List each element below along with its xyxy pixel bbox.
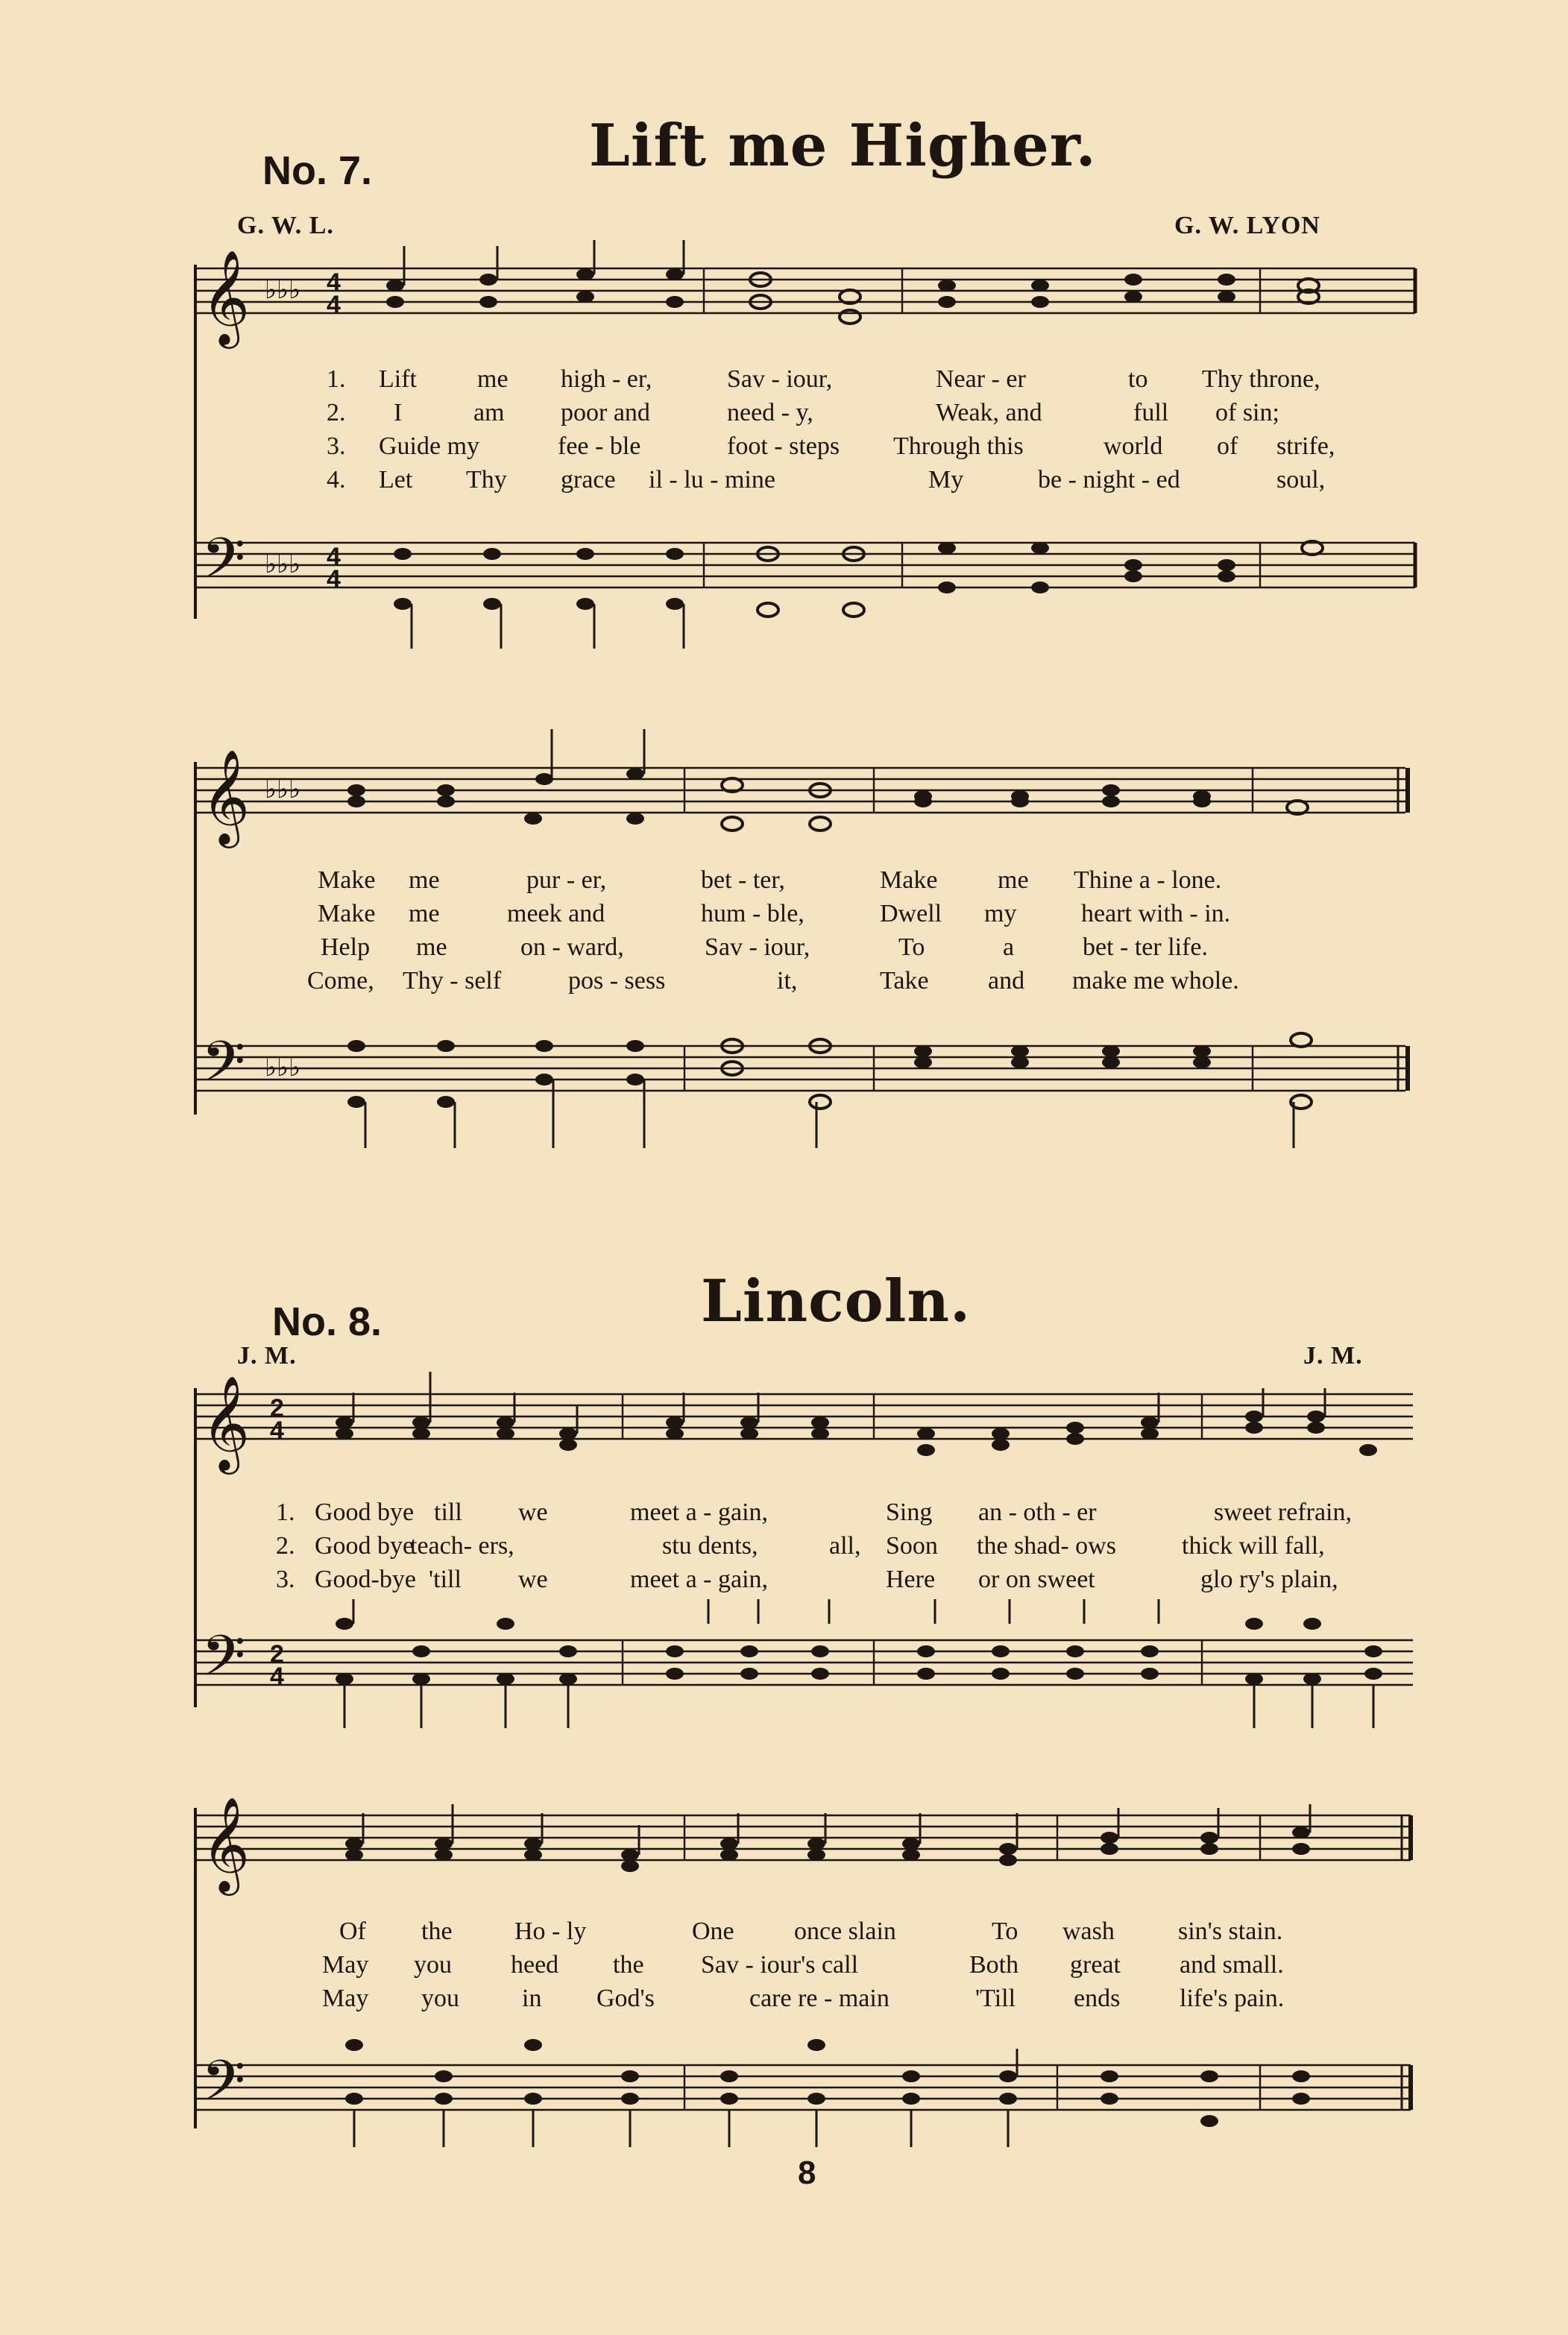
lyric: pur - er,: [526, 866, 607, 894]
lyric: Near - er: [936, 365, 1026, 393]
svg-text:𝄞: 𝄞: [201, 249, 251, 344]
lyric: be - night - ed: [1038, 466, 1180, 494]
lyric: Help: [321, 933, 371, 961]
lyric: Come,: [307, 967, 374, 995]
lyric: Make: [318, 900, 376, 927]
lyric: My: [928, 466, 964, 494]
svg-text:𝄢: 𝄢: [201, 1623, 246, 1703]
svg-text:4: 4: [327, 291, 341, 319]
lyric: we: [518, 1499, 548, 1526]
lyric: Soon: [886, 1532, 938, 1560]
lyric: make me whole.: [1072, 967, 1239, 995]
lyric: thick will fall,: [1182, 1532, 1325, 1560]
lyric: and small.: [1180, 1951, 1284, 1979]
lyric: you: [414, 1951, 452, 1979]
lyric: me: [409, 866, 440, 894]
lyric: grace: [561, 466, 616, 494]
svg-text:4: 4: [270, 1417, 284, 1445]
svg-text:♭♭♭: ♭♭♭: [265, 775, 301, 804]
lyric: Thy: [466, 466, 507, 494]
lyric: Through this: [893, 432, 1024, 460]
lyric: Ho - ly: [514, 1918, 587, 1945]
lyric: Sav - iour,: [705, 933, 810, 961]
lyric: glo ry's plain,: [1200, 1566, 1338, 1593]
lyric: God's: [596, 1985, 655, 2012]
lyric: we: [518, 1566, 548, 1593]
lyric: once slain: [794, 1918, 896, 1945]
lyric: ends: [1074, 1985, 1121, 2012]
lyric: Make: [318, 866, 376, 894]
svg-text:4: 4: [327, 268, 341, 297]
lyric: my: [984, 900, 1017, 927]
lyric: care re - main: [749, 1985, 890, 2012]
lyric: a: [1003, 933, 1015, 961]
lyric: Take: [880, 967, 929, 995]
lyric: meet a - gain,: [630, 1566, 769, 1593]
lyric: teach- ers,: [410, 1532, 514, 1560]
lyric: meet a - gain,: [630, 1499, 769, 1526]
svg-text:4: 4: [270, 1663, 284, 1691]
lyric: high - er,: [561, 365, 652, 393]
lyric: the shad- ows: [977, 1532, 1116, 1560]
lyric: Sing: [886, 1499, 933, 1526]
svg-text:𝄞: 𝄞: [201, 1375, 251, 1470]
svg-text:2: 2: [270, 1394, 284, 1422]
svg-text:♭♭♭: ♭♭♭: [265, 549, 301, 579]
svg-text:𝄞: 𝄞: [201, 749, 251, 844]
svg-text:2: 2: [270, 1640, 284, 1668]
lyric: till: [434, 1499, 462, 1526]
lyric: il - lu - mine: [649, 466, 775, 494]
lyric: on - ward,: [520, 933, 624, 961]
lyric: bet - ter life.: [1083, 933, 1209, 961]
verse-number: 4.: [327, 466, 346, 494]
hymn-7-title: Lift me Higher.: [589, 112, 1097, 180]
svg-text:4: 4: [327, 565, 341, 593]
lyric: Here: [886, 1566, 936, 1593]
lyric: in: [522, 1985, 542, 2012]
lyric: Good-bye: [315, 1566, 416, 1593]
lyric: or on sweet: [978, 1566, 1095, 1593]
lyric: an - oth - er: [978, 1499, 1097, 1526]
lyric: 'till: [429, 1566, 462, 1593]
lyric: me: [477, 365, 509, 393]
lyric: 'Till: [975, 1985, 1016, 2012]
lyric: me: [409, 900, 440, 927]
lyric: Of: [339, 1918, 366, 1945]
hymn-7-words-credit: G. W. L.: [237, 212, 334, 239]
lyric: full: [1133, 399, 1169, 426]
lyric: Make: [880, 866, 938, 894]
lyric: of: [1217, 432, 1238, 460]
hymn-8-music-credit: J. M.: [1303, 1342, 1363, 1370]
lyric: it,: [777, 967, 798, 995]
lyric: Thy - self: [403, 967, 502, 995]
lyric: To: [992, 1918, 1018, 1945]
svg-text:𝄞: 𝄞: [201, 1796, 251, 1891]
lyric: wash: [1062, 1918, 1115, 1945]
lyric: hum - ble,: [701, 900, 805, 927]
lyric: pos - sess: [568, 967, 666, 995]
lyric: Guide my: [379, 432, 480, 460]
lyric: foot - steps: [727, 432, 840, 460]
hymn-7-number: No. 7.: [262, 148, 373, 193]
lyric: stu dents,: [662, 1532, 758, 1560]
lyric: Sav - iour's call: [701, 1951, 859, 1979]
verse-number: 2.: [276, 1532, 295, 1560]
lyric: May: [322, 1951, 369, 1979]
lyric: I: [394, 399, 403, 426]
svg-text:♭♭♭: ♭♭♭: [265, 275, 301, 305]
lyric: Good bye: [315, 1532, 415, 1560]
verse-number: 3.: [327, 432, 346, 460]
lyric: To: [898, 933, 925, 961]
lyric: Weak, and: [936, 399, 1042, 426]
lyric: need - y,: [727, 399, 813, 426]
lyric: poor and: [561, 399, 650, 426]
lyric: Sav - iour,: [727, 365, 833, 393]
hymn-8-title: Lincoln.: [701, 1267, 972, 1335]
lyric: the: [421, 1918, 453, 1945]
svg-text:♭♭♭: ♭♭♭: [265, 1053, 301, 1083]
verse-number: 3.: [276, 1566, 295, 1593]
lyric: Both: [969, 1951, 1019, 1979]
lyric: of sin;: [1215, 399, 1279, 426]
hymn-8-words-credit: J. M.: [237, 1342, 297, 1370]
lyric: Good bye: [315, 1499, 415, 1526]
lyric: heed: [511, 1951, 559, 1979]
lyric: strife,: [1276, 432, 1335, 460]
lyric: soul,: [1276, 466, 1326, 494]
lyric: sweet refrain,: [1214, 1499, 1353, 1526]
svg-text:4: 4: [327, 543, 341, 571]
lyric: you: [421, 1985, 459, 2012]
lyric: me: [998, 866, 1029, 894]
lyric: the: [613, 1951, 644, 1979]
svg-text:𝄢: 𝄢: [201, 2048, 246, 2128]
lyric: to: [1128, 365, 1148, 393]
lyric: One: [692, 1918, 734, 1945]
lyric: me: [416, 933, 447, 961]
lyric: Dwell: [880, 900, 942, 927]
verse-number: 1.: [327, 365, 346, 393]
verse-number: 1.: [276, 1499, 295, 1526]
verse-number: 2.: [327, 399, 346, 426]
hymn-8-number: No. 8.: [272, 1299, 382, 1344]
lyric: Lift: [379, 365, 417, 393]
lyric: all,: [829, 1532, 861, 1560]
lyric: fee - ble: [558, 432, 641, 460]
svg-text:𝄢: 𝄢: [201, 1029, 246, 1109]
lyric: and: [988, 967, 1025, 995]
lyric: bet - ter,: [701, 866, 785, 894]
lyric: great: [1070, 1951, 1121, 1979]
lyric: Thy throne,: [1202, 365, 1320, 393]
lyric: heart with - in.: [1081, 900, 1231, 927]
lyric: sin's stain.: [1178, 1918, 1283, 1945]
lyric: Thine a - lone.: [1074, 866, 1222, 894]
lyric: May: [322, 1985, 369, 2012]
hymn-7-music-credit: G. W. LYON: [1174, 212, 1320, 239]
page-number: 8: [798, 2155, 816, 2191]
lyric: meek and: [507, 900, 605, 927]
lyric: world: [1103, 432, 1163, 460]
lyric: life's pain.: [1180, 1985, 1285, 2012]
lyric: am: [473, 399, 505, 426]
svg-text:𝄢: 𝄢: [201, 526, 246, 605]
lyric: Let: [379, 466, 413, 494]
